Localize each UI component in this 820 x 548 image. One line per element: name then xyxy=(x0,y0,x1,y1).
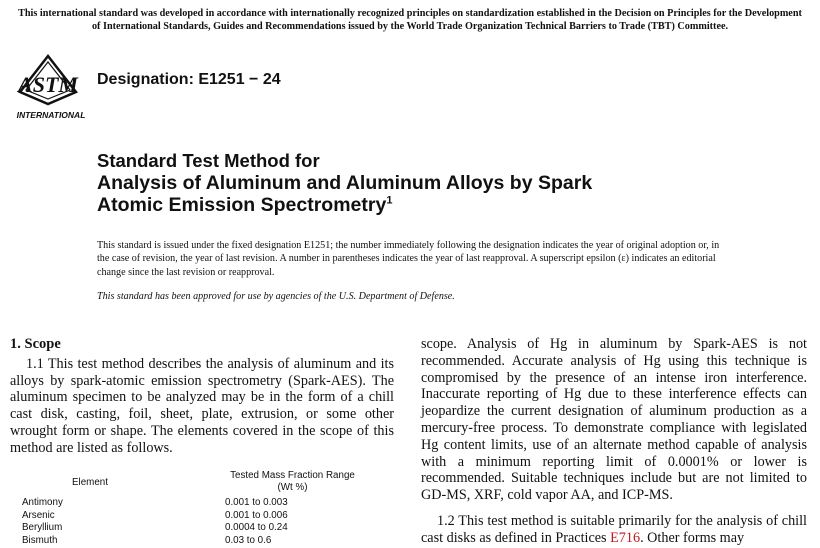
table-cell-range: 0.001 to 0.006 xyxy=(225,509,288,521)
paragraph-scope-continued: scope. Analysis of Hg in aluminum by Spark-AES is not recommended. Accurate analysis of Hg using this technique is compromised by the presence of an intense iron interference. Inaccurate reporting of Hg due to these interference effects can jeopardize the current designation of aluminum production as a mercury-free process. To demonstrate compliance with legislated Hg content limits, use of an alternate method capable of analysis with a minimum reporting limit of 0.0001% or lower is recommended. Suitable techniques include but are not limited to GD-MS, XRF, cold vapor AA, and ICP-MS. xyxy=(421,336,807,504)
paragraph-1-1: 1.1 This test method describes the analysis of aluminum and its alloys by spark-atomic emission spectrometry (Spark-AES). The aluminum specimen to be analyzed may be in the form of a chill cast disk, casting, foil, sheet, plate, extrusion, or some other wrought form or shape. The elements covered in the scope of this method are listed as follows. xyxy=(10,355,394,456)
title-line-3-text: Atomic Emission Spectrometry xyxy=(97,194,387,216)
table-cell-range: 0.001 to 0.003 xyxy=(225,497,288,508)
title-line-2: Analysis of Aluminum and Aluminum Alloys by Spark xyxy=(97,172,593,194)
table-cell-range: 0.0004 to 0.24 xyxy=(225,522,288,533)
issued-statement: This standard is issued under the fixed designation E1251; the number immediately following the designation indicates the year of original adoption or, in the case of revision, the year of last revision. A number in parentheses indicates the year of last reapproval. A superscript epsilon (ε) indicates an editorial change since the last revision or reapproval. xyxy=(97,240,720,278)
left-column xyxy=(10,336,394,457)
table-cell-range: 0.03 to 0.6 xyxy=(225,534,272,546)
paragraph-1-2-end: . Other forms may xyxy=(640,529,745,546)
section-heading-scope: 1. Scope xyxy=(10,336,61,352)
title-line-3 xyxy=(97,194,592,216)
table-cell-element: Bismuth xyxy=(22,534,58,546)
document-title xyxy=(97,150,592,216)
table-cell-element: Antimony xyxy=(22,497,63,508)
table-header-range xyxy=(220,470,365,494)
paragraph-1-2-start: 1.2 This test method is suitable primarily for the analysis of chill cast disks as defined in Practices xyxy=(421,512,807,546)
table-cell-element: Arsenic xyxy=(22,509,55,521)
international-standard-notice: This international standard was developed in accordance with internationally recognized principles on standardization established in the Decision on Principles for the Development of International Standards, Guides and Recommendations issued by the World Trade Organization Technical Barriers to Trade (TBT) Committee. xyxy=(18,8,802,32)
dod-approval-statement: This standard has been approved for use by agencies of the U.S. Department of Defense. xyxy=(97,291,455,302)
svg-text:ASTM: ASTM xyxy=(18,72,78,97)
table-header-range-line-1: Tested Mass Fraction Range xyxy=(230,470,355,481)
table-cell-element: Beryllium xyxy=(22,522,63,533)
title-line-1: Standard Test Method for xyxy=(97,150,320,171)
right-column xyxy=(421,336,807,547)
table-header-element: Element xyxy=(72,477,108,488)
astm-logo xyxy=(12,52,90,122)
logo-lettering: INTERNATIONAL xyxy=(16,110,86,120)
practice-e716-link[interactable]: E716 xyxy=(610,529,641,546)
paragraph-1-2 xyxy=(421,513,807,547)
designation: Designation: E1251 − 24 xyxy=(97,71,281,88)
table-header-range-line-2: (Wt %) xyxy=(277,481,308,493)
title-footnote-mark[interactable]: 1 xyxy=(386,194,393,207)
